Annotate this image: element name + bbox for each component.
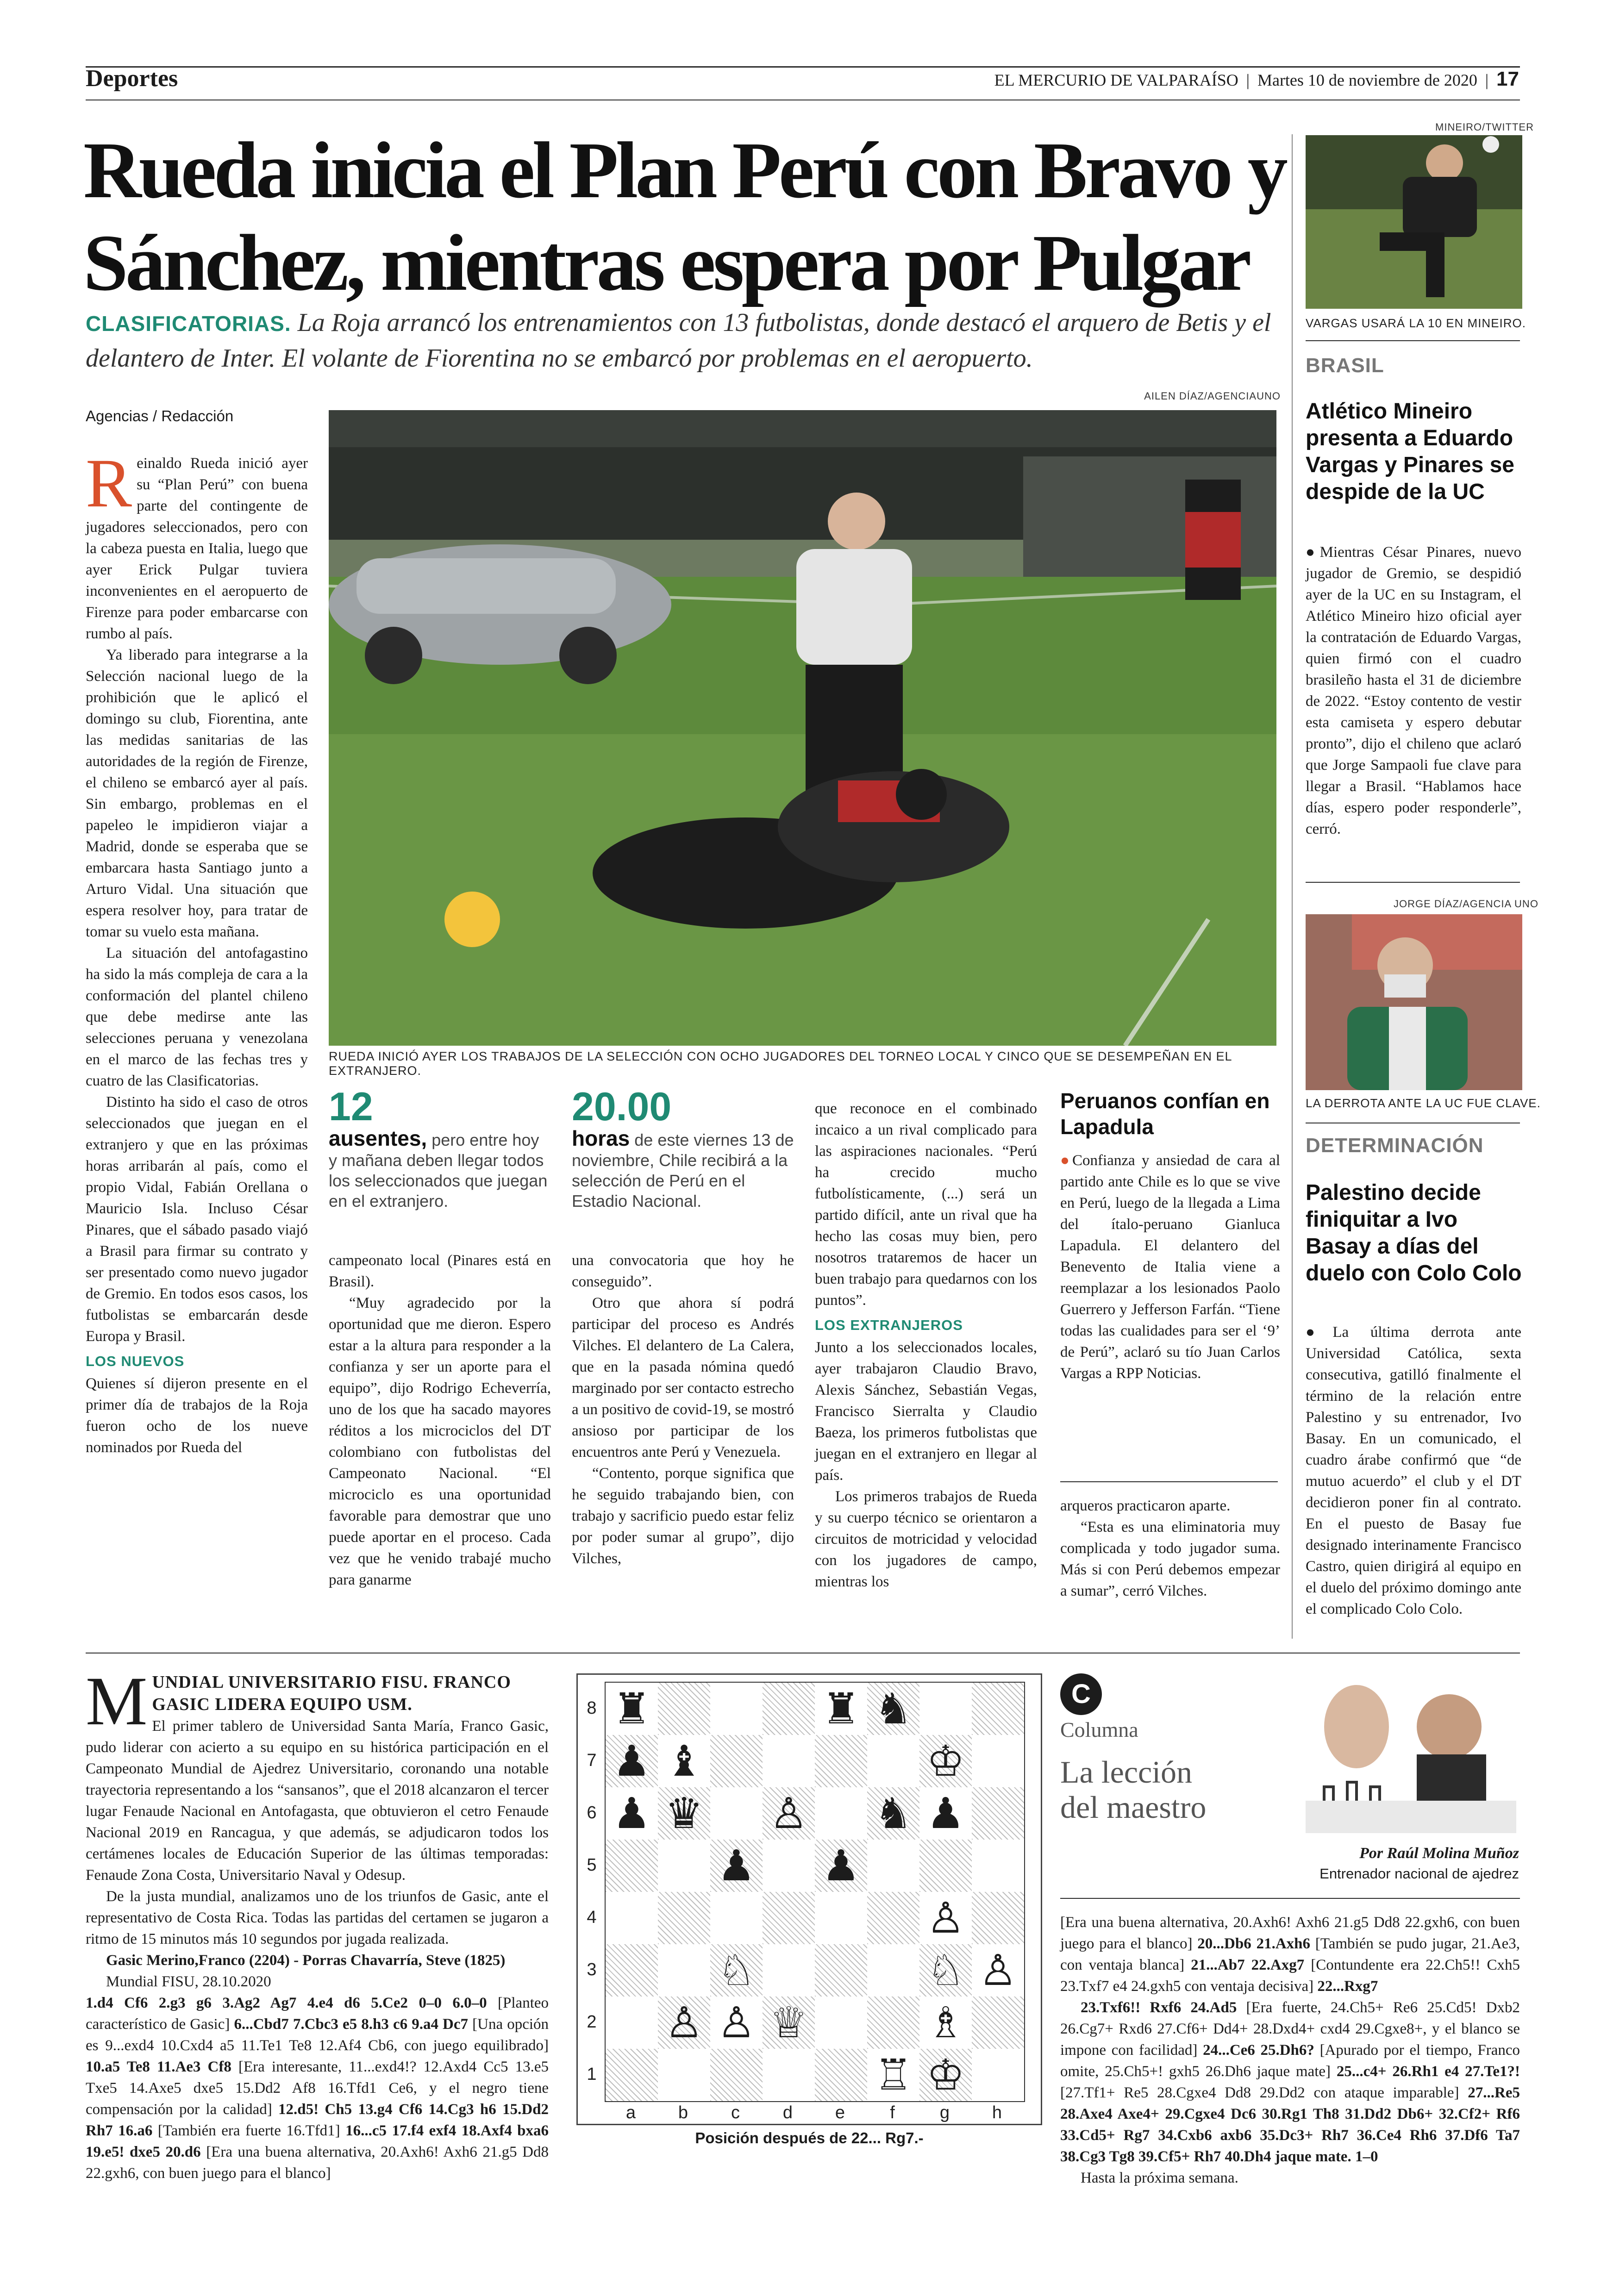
board-square [763, 1944, 815, 1997]
photo-caption: RUEDA INICIÓ AYER LOS TRABAJOS DE LA SELECCIÓN CON OCHO JUGADORES DEL TORNEO LOCAL Y CINCO QUE SE DESEMPEÑAN EN EL EXTRANJERO. [329, 1049, 1232, 1078]
chess-piece: ♕ [769, 1998, 808, 2047]
column-label: Columna [1060, 1718, 1138, 1741]
col5-paragraph: “Esta es una eliminatoria muy complicada y todo jugador suma. Más si con Perú debemos empezar a sumar”, cerró Vilches. [1060, 1519, 1280, 1599]
sidebar-photo1-credit: MINEIRO/TWITTER [1435, 121, 1534, 133]
chess-piece: ♜ [822, 1684, 860, 1734]
lead-kicker: CLASIFICATORIAS. [86, 312, 291, 336]
stat-number: 12 [329, 1085, 373, 1129]
col1-paragraph: einaldo Rueda inició ayer su “Plan Perú” con buena parte del contingente de jugadores seleccionados, pero con la cabeza puesta en Italia, luego que ayer Erick Pulgar tuviera inconvenientes en el aeropuerto de Firenze para poder embarcarse con rumbo al país. [86, 455, 308, 642]
chess-piece: ♘ [926, 1946, 965, 1995]
stat-label: horas [572, 1126, 630, 1150]
stat-text: pero entre hoy y mañana deben llegar todos los seleccionados que juegan en el extranjero. [329, 1130, 548, 1210]
board-square [658, 1840, 710, 1892]
chess-board [605, 1682, 1025, 2102]
sidebar-headline-1: Atlético Mineiro presenta a Eduardo Vargas y Pinares se despide de la UC [1306, 399, 1514, 504]
board-square [972, 1735, 1024, 1787]
author-photo [1306, 1676, 1516, 1833]
board-square [710, 2049, 763, 2101]
board-square [972, 1840, 1024, 1892]
game-event: Mundial FISU, 28.10.2020 [106, 1973, 271, 1990]
board-square [972, 2049, 1024, 2101]
subhead-los-nuevos: LOS NUEVOS [86, 1353, 185, 1369]
chess-piece: ♟ [822, 1841, 860, 1890]
game-moves: 1.d4 Cf6 2.g3 g6 3.Ag2 Ag7 4.e4 d6 5.Ce2 0–0 6.0–0 [Planteo característico de Gasic] 6...Cbd7 7.Cbc3 e5 8.h3 c6 9.a4 Dc7 [Una opción es 9...exd4 10.Cxd4 a5 11.Te1 Te8 12.Af4 Cb6, con juego equilibrado] 10.a5 Te8 11.Ae3 Cf8 [Era interesante, 11...exd4!? 12.Axd4 Cc5 13.e5 Txe5 14.Axe5 dxe5 15.Dd2 Af8 16.Tfd1 Ce6, y el negro tiene compensación por la calidad] 12.d5! Ch5 13.g4 Cf6 14.Cg3 h6 15.Dd2 Rh7 16.a6 [También era fuerte 16.Tfd1] 16...c5 17.f4 exf4 18.Axf4 bxa6 19.e5! dxe5 20.d6 [Era una buena alternativa, 20.Axh6! Axh6 21.g5 Dd8 22.gxh6, con buen juego para el blanco] [86, 1995, 549, 2182]
sidebar-photo1-caption: VARGAS USARÁ LA 10 EN MINEIRO. [1306, 316, 1526, 330]
file-label: b [678, 2103, 688, 2122]
board-square [763, 2049, 815, 2101]
chess-paragraph: De la justa mundial, analizamos uno de los triunfos de Gasic, ante el representativo de Costa Rica. Todas las partidas del certamen se jugaron a ritmo de 15 minutos más 10 segundos por jugada realizada. [86, 1888, 549, 1947]
chess-piece: ♗ [926, 1998, 965, 2047]
board-square [972, 1787, 1024, 1840]
col3-paragraph: una convocatoria que hoy he conseguido”. [572, 1252, 794, 1290]
board-square [867, 1892, 919, 1944]
box-peruanos [1060, 1088, 1280, 1384]
chess-piece: ♛ [665, 1789, 703, 1838]
lead-text: La Roja arrancó los entrenamientos con 13 futbolistas, donde destacó el arquero de Betis y el delantero de Inter. El volante de Fiorentina no se embarcó por problemas en el aeropuerto. [86, 308, 1271, 373]
file-label: g [939, 2103, 950, 2122]
board-square [867, 1840, 919, 1892]
col4-paragraph: que reconoce en el combinado incaico a un rival complicado para las aspiraciones nacionales. “Perú ha crecido mucho futbolísticamente, (...) será un partido difícil, ante un rival que ha hecho las cosas muy bien, pero nosotros trataremos de hacer un buen trabajo para quedarnos con los puntos”. [815, 1100, 1037, 1309]
col1-paragraph: La situación del antofagastino ha sido la más compleja de cara a la conformación del plantel chileno que debe medirse ante las selecciones peruana y venezolana en el marco de las fechas tres y cuatro de las Clasificatorias. [86, 945, 308, 1089]
chess-piece: ♙ [979, 1946, 1017, 1995]
sidebar-photo2-caption: LA DERROTA ANTE LA UC FUE CLAVE. [1306, 1096, 1541, 1110]
board-square [658, 1892, 710, 1944]
chess-drop-cap: M [86, 1663, 148, 1740]
column-4 [815, 1098, 1037, 1592]
chess-piece: ♘ [717, 1946, 756, 1995]
board-square [606, 1840, 658, 1892]
file-label: d [782, 2103, 793, 2122]
drop-cap: R [86, 445, 132, 522]
page-number: 17 [1496, 68, 1519, 90]
rank-label: 3 [587, 1960, 597, 1979]
subhead-los-extranjeros: LOS EXTRANJEROS [815, 1317, 963, 1333]
chess-piece: ♜ [613, 1684, 651, 1734]
board-square [867, 1735, 919, 1787]
box-paragraph: ●Confianza y ansiedad de cara al partido ante Chile es lo que se vive en Perú, luego de la llegada a Lima del ítalo-peruano Gianluca Lapadula. El delantero del Benevento de Italia viene a reemplazar a los lesionados Paolo Guerrero y Jefferson Farfán. “Tiene todas las cualidades para ser el ‘9’ de Perú”, aclaró su tío Juan Carlos Vargas a RPP Noticias. [1060, 1152, 1280, 1382]
column-badge: C [1060, 1673, 1102, 1715]
sidebar-body-2: ●La última derrota ante Universidad Católica, sexta consecutiva, gatilló finalmente el término de la relación entre Palestino y su entrenador, Ivo Basay. En un comunicado, el cuadro árabe confirmó que “de mutuo acuerdo” el club y el DT decidieron poner fin al contrato. En el puesto de Basay fue designado interinamente Francisco Castro, quien dirigirá al equipo en el duelo del próximo domingo ante el complicado Colo Colo. [1306, 1324, 1522, 1617]
rank-label: 8 [587, 1698, 597, 1718]
board-square [919, 1840, 972, 1892]
rank-label: 1 [587, 2065, 597, 2084]
chess-piece: ♟ [717, 1841, 756, 1890]
file-label: c [731, 2103, 740, 2122]
chess-piece: ♟ [613, 1789, 651, 1838]
board-square [763, 1683, 815, 1735]
box-title: Peruanos confían en Lapadula [1060, 1089, 1270, 1139]
sidebar-photo2-credit: JORGE DÍAZ/AGENCIA UNO [1394, 898, 1538, 910]
board-square [815, 2049, 867, 2101]
stat-box-time [572, 1086, 794, 1211]
sidebar-photo-vargas [1306, 135, 1522, 309]
board-square [763, 1735, 815, 1787]
board-caption: Posición después de 22... Rg7.- [695, 2129, 924, 2146]
sidebar-kicker-determinacion: DETERMINACIÓN [1306, 1134, 1484, 1157]
game-moves-continued: 23.Txf6!! Rxf6 24.Ad5 [Era fuerte, 24.Ch5+ Re6 25.Cd5! Dxb2 26.Cg7+ Rxd6 27.Cf6+ Dd4+ 28.Dxd4+ cxd4 29.Cgxe8+, y el blanco se impone con facilidad] 24...Ce6 25.Dh6? [Apurado por el tiempo, Franco omite, 25.Ch5+! gxh5 26.Dh6 jaque mate] 25...c4+ 26.Rh1 e4 27.Te1?! [27.Tf1+ Re5 28.Cgxe4 Dd8 29.Dd2 con ataque imparable] 27...Re5 28.Axe4 Axe4+ 29.Cgxe4 Dc6 30.Rg1 Th8 31.Dd2 Db6+ 32.Cf2+ Rf6 33.Cd5+ Rg7 34.Cxb6 axb6 35.Dc3+ Rh7 36.Ce4 Rh6 37.Df6 Ta7 38.Cg3 Tg8 39.Cf5+ Rh7 40.Dh4 jaque mate. 1–0 [1060, 1999, 1520, 2165]
file-label: a [625, 2103, 636, 2122]
column-1 [86, 445, 308, 1458]
chess-piece: ♙ [769, 1789, 808, 1838]
stat-label: ausentes, [329, 1126, 427, 1150]
board-square [763, 1840, 815, 1892]
board-square [815, 1735, 867, 1787]
chess-piece: ♟ [613, 1736, 651, 1786]
col3-paragraph: Otro que ahora sí podrá participar del proceso es Andrés Vilches. El delantero de La Calera, que en la pasada nómina quedó marginado por ser contacto estrecho a un positivo de covid-19, se mostró ansioso por participar de los encuentros ante Perú y Venezuela. [572, 1295, 794, 1460]
training-photo-illustration [329, 410, 1276, 1046]
board-square [972, 1892, 1024, 1944]
chess-board-frame [576, 1673, 1042, 2125]
board-square [606, 1944, 658, 1997]
author-photo-illustration [1306, 1676, 1516, 1833]
board-square [919, 1683, 972, 1735]
chess-piece: ♞ [874, 1684, 913, 1734]
game-moves-continued: [Era una buena alternativa, 20.Axh6! Axh6 21.g5 Dd8 22.gxh6, con buen juego para el blanco] 20...Db6 21.Axh6 [También se pudo jugar, 21.Ae3, con ventaja blanca] 21...Ab7 22.Axg7 [Contundente era 22.Ch5!! Cxh5 23.Txf7 e4 24.gxh5 con ventaja decisiva] 22...Rxg7 [1060, 1914, 1520, 1995]
board-square [815, 1892, 867, 1944]
stat-number: 20.00 [572, 1085, 672, 1129]
board-square [658, 1683, 710, 1735]
board-square [710, 1735, 763, 1787]
board-square [972, 1997, 1024, 2049]
column-2 [329, 1250, 551, 1591]
rank-label: 6 [587, 1803, 597, 1822]
basay-photo-illustration [1306, 914, 1522, 1090]
author-role: Entrenador nacional de ajedrez [1319, 1866, 1519, 1882]
col3-paragraph: “Contento, porque significa que he seguido trabajando bien, con trabajo y sacrificio puedo estar feliz por poder sumar al grupo”, dijo Vilches, [572, 1465, 794, 1567]
board-square [867, 1997, 919, 2049]
board-square [867, 1944, 919, 1997]
closing-line: Hasta la próxima semana. [1081, 2170, 1238, 2186]
board-square [763, 1892, 815, 1944]
chess-piece: ♙ [717, 1998, 756, 2047]
file-label: f [890, 2103, 895, 2122]
section-label: Deportes [86, 65, 178, 92]
rank-label: 7 [587, 1751, 597, 1770]
newspaper-name: EL MERCURIO DE VALPARAÍSO [994, 71, 1238, 89]
board-square [606, 2049, 658, 2101]
board-square [710, 1892, 763, 1944]
author-name: Por Raúl Molina Muñoz [1359, 1845, 1519, 1862]
rank-label: 2 [587, 2012, 597, 2032]
board-square [815, 1787, 867, 1840]
col4-paragraph: Los primeros trabajos de Rueda y su cuerpo técnico se orientaron a circuitos de motricidad y velocidad con los jugadores de campo, mientras los [815, 1488, 1037, 1590]
vargas-photo-illustration [1306, 135, 1522, 309]
rank-label: 4 [587, 1908, 597, 1927]
board-square [658, 2049, 710, 2101]
chess-article-title: UNDIAL UNIVERSITARIO FISU. FRANCO GASIC LIDERA EQUIPO USM. [152, 1672, 511, 1714]
board-square [972, 1683, 1024, 1735]
main-photo [329, 410, 1276, 1046]
chess-paragraph: El primer tablero de Universidad Santa María, Franco Gasic, pudo liderar con acierto a su equipo en su histórica participación en el Campeonato Mundial de Ajedrez Universitario, coronando una notable trayectoria representando a los “sansanos”, que el 2018 alcanzaron el tercer lugar Fenaude Nacional en Antofagasta, que obtuvieron el cetro Fenaude Nacional 2019 en Rancagua, y que además, se adjudicaron todos los certámenes locales de Educación Superior de las últimas temporadas: Fenaude Zona Costa, Universitario Naval y Odesup. [86, 1718, 549, 1884]
byline: Agencias / Redacción [86, 407, 234, 424]
board-square [815, 1997, 867, 2049]
board-square [815, 1944, 867, 1997]
col2-paragraph: campeonato local (Pinares está en Brasil). [329, 1252, 551, 1290]
column-5 [1060, 1495, 1280, 1602]
stat-box-absent [329, 1086, 551, 1211]
board-square [710, 1683, 763, 1735]
masthead-line: EL MERCURIO DE VALPARAÍSO | Martes 10 de noviembre de 2020 | 17 [994, 68, 1519, 90]
col1-paragraph: Ya liberado para integrarse a la Selección nacional luego de la prohibición que le aplicó el domingo su club, Fiorentina, ante las medidas sanitarias de las autoridades de la región de Firenze, el chileno se embarcó ayer al país. Sin embargo, problemas en el papeleo le impidieron viajar a Madrid, donde se esperaba que se embarcara hasta Santiago junto a Arturo Vidal. Una situación que espera resolver hoy, para tratar de tomar su vuelo esta mañana. [86, 647, 308, 940]
photo-credit: AILEN DÍAZ/AGENCIAUNO [1144, 390, 1281, 402]
chess-piece: ♙ [926, 1893, 965, 1943]
file-label: h [992, 2103, 1002, 2122]
sidebar-kicker-brasil: BRASIL [1306, 354, 1384, 377]
col4-paragraph: Junto a los seleccionados locales, ayer trabajaron Claudio Bravo, Alexis Sánchez, Sebastián Vegas, Francisco Sierralta y Claudio Baeza, los primeros futbolistas que juegan en el extranjero en llegar al país. [815, 1339, 1037, 1484]
rank-label: 5 [587, 1855, 597, 1875]
board-square [710, 1787, 763, 1840]
sidebar-photo-basay [1306, 914, 1522, 1090]
issue-date: Martes 10 de noviembre de 2020 [1257, 71, 1477, 89]
chess-piece: ♝ [665, 1736, 703, 1786]
chess-piece: ♖ [874, 2050, 913, 2100]
chess-article-col1 [86, 1663, 549, 2184]
sidebar-body-1: ●Mientras César Pinares, nuevo jugador de Gremio, se despidió ayer de la UC en su Instagram, el Atlético Mineiro hizo oficial ayer la contratación de Eduardo Vargas, quien firmó con el cuadro brasileño hasta el 31 de diciembre de 2022. “Estoy contento de vestir esta camiseta y espero debutar pronto”, dijo el chileno que aclaró que Jorge Sampaoli fue clave para llegar a Brasil. “Hablamos hace días, espero poder responderle”, cerró. [1306, 544, 1521, 837]
main-headline: Rueda inicia el Plan Perú con Bravo y Sánchez, mientras espera por Pulgar [83, 125, 1285, 307]
board-square [606, 1892, 658, 1944]
game-header: Gasic Merino,Franco (2204) - Porras Chavarría, Steve (1825) [106, 1952, 506, 1969]
col1-paragraph: Distinto ha sido el caso de otros seleccionados que juegan en el extranjero y que en las próximas horas arribarán al país, como el propio Vidal, Fabián Orellana o Mauricio Isla. Incluso César Pinares, que el sábado pasado viajó a Brasil para firmar su contrato y ser presentado como nuevo jugador de Gremio. En todos esos casos, los futbolistas se embarcarán desde Europa y Brasil. [86, 1094, 308, 1345]
board-square [658, 1944, 710, 1997]
col5-paragraph: arqueros practicaron aparte. [1060, 1497, 1231, 1514]
file-label: e [835, 2103, 845, 2122]
col2-paragraph: “Muy agradecido por la oportunidad que me dieron. Espero estar a la altura para responder a la confianza y ser un aporte para el equipo”, dijo Rodrigo Echeverría, uno de los que ha sacado mayores réditos a los microciclos del DT colombiano con futbolistas del Campeonato Nacional. “El microciclo es una oportunidad favorable para demostrar que uno puede aportar en el proceso. Cada vez que he venido trabajé mucho para ganarme [329, 1295, 551, 1588]
sidebar-headline-2: Palestino decide finiquitar a Ivo Basay a días del duelo con Colo Colo [1306, 1180, 1522, 1285]
column-3 [572, 1250, 794, 1569]
board-square [606, 1997, 658, 2049]
col1-paragraph: Quienes sí dijeron presente en el primer día de trabajos de la Roja fueron ocho de los nueve nominados por Rueda del [86, 1375, 308, 1456]
chess-piece: ♔ [926, 2050, 965, 2100]
column-title: La lección del maestro [1060, 1754, 1207, 1825]
stat-text: de este viernes 13 de noviembre, Chile recibirá a la selección de Perú en el Estadio Nacional. [572, 1130, 794, 1210]
chess-piece: ♞ [874, 1789, 913, 1838]
chess-piece: ♙ [665, 1998, 703, 2047]
chess-piece: ♟ [926, 1789, 965, 1838]
chess-article-col2 [1060, 1912, 1520, 2189]
lead-paragraph [86, 306, 1280, 376]
chess-piece: ♔ [926, 1736, 965, 1786]
